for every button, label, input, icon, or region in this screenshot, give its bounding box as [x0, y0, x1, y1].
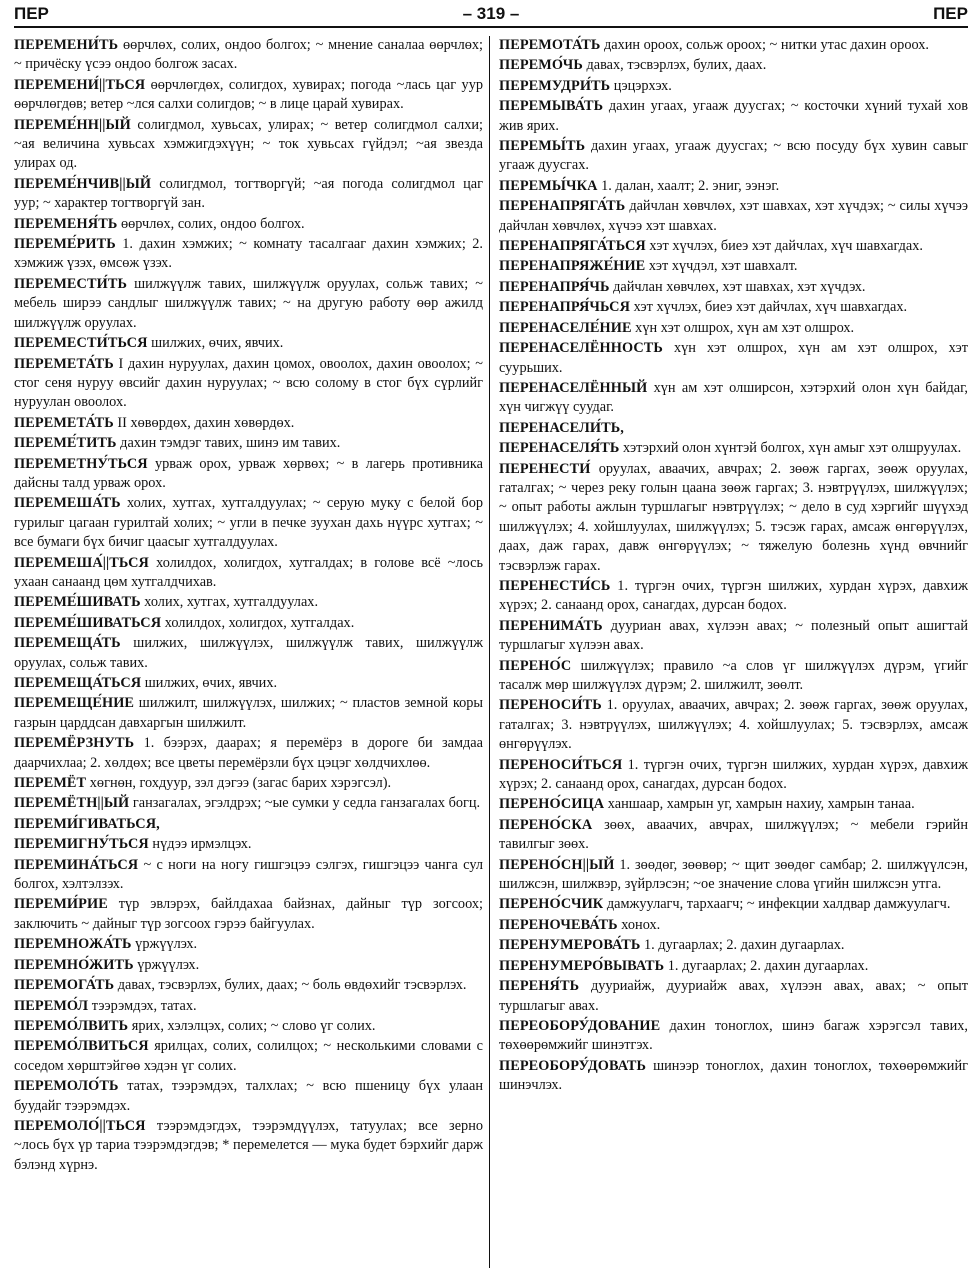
entry-definition: хонох. — [617, 916, 661, 933]
dictionary-entry — [14, 1077, 483, 1116]
dictionary-entry — [14, 494, 483, 552]
dictionary-entry — [14, 895, 483, 934]
entry-definition: 1. дугаарлах; 2. дахин дугаарлах. — [664, 957, 869, 974]
entry-headword: ПЕРЕМУДРИ́ТЬ — [498, 77, 611, 94]
dictionary-entry — [499, 278, 968, 297]
entry-headword: ПЕРЕМЕ́ШИВАТЬСЯ — [14, 614, 162, 631]
dictionary-entry — [499, 319, 968, 338]
entry-definition: дахин тэмдэг тавих, шинэ им тавих. — [116, 435, 341, 452]
entry-definition: түр эвлэрэх, байлдахаа байзнах, дайныг түр зогсоох; заключить ~ дайныг түр зогсоох гэрээ байгуулах. — [14, 896, 483, 932]
entry-definition: 1. түргэн очих, түргэн шилжих, хурдан хүрэх, давхиж хүрэх; 2. санаанд орох, санагдах, дурсан бодох. — [498, 577, 968, 614]
entry-headword: ПЕРЕМЫ́ЧКА — [498, 177, 598, 194]
left-column — [14, 28, 489, 1268]
dictionary-entry — [14, 414, 483, 433]
header-left-guide-word: ПЕР — [14, 4, 49, 23]
dictionary-entry — [499, 617, 968, 656]
entry-definition: ганзагалах, эгэлдрэх; ~ые сумки у седла ганзагалах богц. — [129, 795, 481, 812]
dictionary-entry — [499, 1017, 968, 1056]
dictionary-entry — [499, 577, 968, 616]
entry-definition: цэцэрхэх. — [610, 77, 672, 94]
entry-headword: ПЕРЕМЁТН||ЫЙ — [14, 795, 130, 812]
entry-definition: нүдээ ирмэлцэх. — [148, 836, 252, 853]
entry-definition: холих, хутгах, хутгалдуулах; ~ серую муку с белой бор гурилыг цагаан гурилтай холих; ~ угли в печке зуухан дахь нүүрс хутгах; ~ все бумаги бүх бичиг цаасыг хутгалдуулах. — [14, 495, 483, 551]
dictionary-entry — [14, 235, 483, 274]
dictionary-entry — [499, 56, 968, 75]
dictionary-entry — [14, 275, 483, 333]
entry-headword: ПЕРЕМЕ́ШИВАТЬ — [14, 594, 141, 611]
dictionary-entry — [14, 355, 483, 413]
entry-definition: солигдмол, тогтворгүй; ~ая погода солигдмол цаг уур; ~ характер тогтворгүй зан. — [14, 175, 483, 212]
entry-headword: ПЕРЕМИ́РИЕ — [14, 896, 108, 913]
entry-headword: ПЕРЕМЕ́НН||ЫЙ — [14, 116, 131, 133]
entry-headword: ПЕРЕНО́СКА — [498, 816, 593, 833]
entry-definition: холих, хутгах, хутгалдуулах. — [140, 594, 319, 611]
entry-definition: хүн ам хэт олширсон, хэтэрхий олон хүн байдаг, хүн чигжүү суудаг. — [498, 379, 968, 416]
entry-definition: шилжүүлэх; правило ~а слов үг шилжүүлэх дүрэм, үгийг тасалж мөр шилжүүлэх дүрэм; 2. шилжилт, зөөлт. — [498, 657, 968, 693]
entry-definition: шилжих, өчих, явчих. — [147, 335, 284, 352]
dictionary-entry — [499, 1057, 968, 1096]
dictionary-entry — [499, 419, 968, 438]
dictionary-entry — [14, 794, 483, 813]
entry-definition: хэт хүчлэх, биеэ хэт дайчлах, хүч шавхагдах. — [645, 238, 923, 255]
entry-headword: ПЕРЕНАПРЯЖЕ́НИЕ — [498, 258, 646, 275]
entry-definition: 1. далан, хаалт; 2. эниг, ээнэг. — [597, 177, 780, 194]
right-column — [490, 28, 968, 1268]
entry-headword: ПЕРЕМЕТА́ТЬ — [14, 414, 114, 431]
entry-headword: ПЕРЕНИМА́ТЬ — [498, 617, 603, 634]
entry-headword: ПЕРЕМЕ́НЧИВ||ЫЙ — [14, 175, 152, 192]
entry-headword: ПЕРЕМОЛО́||ТЬСЯ — [14, 1117, 146, 1134]
entry-definition: зөөх, аваачих, авчрах, шилжүүлэх; ~ мебели гэрийн тавилгыг зөөх. — [498, 816, 968, 853]
entry-headword: ПЕРЕНО́СИЦА — [498, 796, 605, 813]
dictionary-entry — [14, 36, 483, 75]
entry-definition: тээрэмдэх, татах. — [88, 997, 197, 1014]
dictionary-entry — [14, 835, 483, 854]
entry-headword: ПЕРЕМЕСТИ́ТЬСЯ — [14, 335, 148, 352]
entry-definition: холилдох, холигдох, хутгалдах; в голове всё ~лось ухаан санаанд цөм хутгалдчихав. — [14, 554, 483, 590]
dictionary-entry — [14, 815, 483, 834]
entry-headword: ПЕРЕМЕ́ТИТЬ — [14, 435, 117, 452]
entry-headword: ПЕРЕМО́ЛВИТЬ — [14, 1017, 129, 1034]
dictionary-entry — [14, 997, 483, 1016]
entry-headword: ПЕРЕМЁТ — [14, 775, 87, 792]
entry-definition: дахин тоноглох, шинэ багаж хэрэгсэл тавих, төхөөрөмжийг шинэтгэх. — [498, 1017, 968, 1054]
entry-headword: ПЕРЕНО́СЧИК — [498, 896, 604, 913]
entry-definition: I дахин нуруулах, дахин цомох, овоолох, дахин овоолох; ~ стог сеня нуруу өвсийг дахин нуруулах; ~ всю солому в стог бүх сүрлийг нуруулан овоолох. — [14, 355, 483, 411]
entry-definition: урваж орох, урваж хөрвөх; ~ в лагерь противника дайсны талд урваж орох. — [14, 455, 483, 491]
dictionary-entry — [499, 257, 968, 276]
entry-definition: 1. зөөдөг, зөөвөр; ~ щит зөөдөг самбар; 2. шилжүүлсэн, шилжсэн, шилжвэр, зүйрлэсэн; ~ое значение слова үгийн шилжсэн утга. — [498, 856, 968, 893]
entry-headword: ПЕРЕМНОЖА́ТЬ — [14, 936, 132, 953]
entry-definition: хөгнөн, гохдуур, зэл дэгээ (загас барих хэрэгсэл). — [86, 775, 392, 792]
entry-headword: ПЕРЕНОСИ́ТЬ — [498, 697, 602, 714]
dictionary-entry — [499, 177, 968, 196]
entry-definition: ~ с ноги на ногу гишгэцээ сэлгэх, гишгэцээ чанга сул болгох, хэлтэлзэх. — [14, 856, 483, 893]
dictionary-entry — [14, 674, 483, 693]
entry-headword: ПЕРЕМЕТА́ТЬ — [14, 355, 114, 372]
entry-definition: дахин угаах, угааж дуусгах; ~ косточки хүний тухай хов жив ярих. — [498, 98, 968, 134]
entry-headword: ПЕРЕМОТА́ТЬ — [498, 37, 601, 53]
entry-headword: ПЕРЕМЕЩА́ТЬ — [14, 635, 121, 652]
dictionary-entry — [499, 856, 968, 895]
dictionary-entry — [499, 696, 968, 754]
entry-definition: хүн хэт олшрох, хүн ам хэт олшрох, хэт суурьших. — [498, 340, 968, 376]
entry-headword: ПЕРЕНЕСТИ́ — [498, 460, 591, 477]
dictionary-entry — [14, 935, 483, 954]
entry-headword: ПЕРЕОБОРУ́ДОВАНИЕ — [498, 1017, 661, 1034]
dictionary-entry — [14, 976, 483, 995]
entry-headword: ПЕРЕМЕНЯ́ТЬ — [14, 215, 118, 232]
entry-definition: шилжих, шилжүүлэх, шилжүүлж тавих, шилжүүлж оруулах, сольж тавих. — [14, 635, 483, 671]
entry-headword: ПЕРЕНЯ́ТЬ — [498, 978, 580, 995]
dictionary-entry — [14, 215, 483, 234]
entry-headword: ПЕРЕМНО́ЖИТЬ — [14, 956, 134, 973]
dictionary-entry — [499, 657, 968, 696]
entry-headword: ПЕРЕНАСЕЛЁННОСТЬ — [498, 340, 663, 357]
entry-definition: хэт хүчлэх, биеэ хэт дайчлах, хүч шавхагдах. — [630, 299, 908, 316]
entry-definition: оруулах, аваачих, авчрах; 2. зөөж гаргах, зөөж оруулах, гаталгах; ~ через реку голын цаана зөөж гаргах; 3. нэвтрүүлэх, шилжүүлэх; ~ опыт работы ажлын туршлагыг нэвтрүүлэх; ~ дело в суд хэргийг шүүхэд шилжүүлэх; 4. хойшлуулах, шилжүүлэх; 5. тэсэж гарах, амсаж өнгөрүүлэх, даах, даж гарах, давж өнгөрүүлэх; ~ тяжелую болезнь хүнд өвчнийг тэсвэрлэж гарах. — [498, 460, 968, 574]
dictionary-entry — [499, 36, 968, 55]
entry-headword: ПЕРЕНО́С — [498, 657, 572, 674]
entry-headword: ПЕРЕНАПРЯ́ЧЬ — [498, 278, 610, 295]
dictionary-entry — [14, 734, 483, 773]
dictionary-entry — [14, 774, 483, 793]
entry-definition: өөрчлөх, солих, ондоо болгох; ~ мнение саналаа өөрчлөх; ~ причёску үсээ ондоо болгож засах. — [14, 37, 483, 73]
entry-definition: хэт хүчдэл, хэт шавхалт. — [645, 258, 798, 275]
dictionary-entry — [14, 76, 483, 115]
entry-headword: ПЕРЕНУМЕРОВА́ТЬ — [498, 937, 641, 954]
entry-headword: ПЕРЕМО́ЛВИТЬСЯ — [14, 1038, 149, 1055]
entry-headword: ПЕРЕНАПРЯГА́ТЬСЯ — [498, 238, 646, 255]
entry-definition: шинээр тоноглох, дахин тоноглох, төхөөрөмжийг шинэчлэх. — [498, 1057, 968, 1094]
entry-headword: ПЕРЕМЁРЗНУТЬ — [14, 735, 135, 752]
entry-definition: өөрчлөгдөх, солигдох, хувирах; погода ~лась цаг уур өөрчлөгдөв; ветер ~лся салхи солигдов; ~ в лице царай хувирах. — [14, 76, 483, 113]
entry-headword: ПЕРЕМИ́ГИВАТЬСЯ, — [14, 815, 160, 832]
entry-headword: ПЕРЕМЕНИ́ТЬ — [14, 37, 119, 53]
dictionary-entry — [14, 856, 483, 895]
dictionary-entry — [499, 936, 968, 955]
entry-headword: ПЕРЕНАПРЯГА́ТЬ — [498, 198, 626, 215]
dictionary-entry — [14, 1037, 483, 1076]
entry-definition: тээрэмдэгдэх, тээрэмдүүлэх, татуулах; все зерно ~лось бүх үр тариа тээрэмдэгдэв; * перемелется — мука будет бэрхийг дарж бэлэнд хүрнэ. — [14, 1117, 483, 1173]
entry-headword: ПЕРЕМЕЩЕ́НИЕ — [14, 695, 135, 712]
dictionary-entry — [499, 237, 968, 256]
entry-definition: өөрчлөх, солих, ондоо болгох. — [117, 215, 305, 232]
dictionary-entry — [14, 956, 483, 975]
entry-headword: ПЕРЕМИГНУ́ТЬСЯ — [14, 836, 149, 853]
entry-definition: ярих, хэлэлцэх, солих; ~ слово үг солих. — [128, 1017, 376, 1034]
dictionary-entry — [499, 460, 968, 576]
dictionary-entry — [499, 795, 968, 814]
dictionary-entry — [14, 434, 483, 453]
entry-headword: ПЕРЕНУМЕРО́ВЫВАТЬ — [498, 957, 665, 974]
entry-headword: ПЕРЕМЕТНУ́ТЬСЯ — [14, 455, 148, 472]
dictionary-entry — [14, 1117, 483, 1175]
entry-definition: 1. дугаарлах; 2. дахин дугаарлах. — [640, 937, 845, 954]
dictionary-entry — [499, 298, 968, 317]
entry-headword: ПЕРЕМЕША́ТЬ — [14, 495, 121, 512]
entry-headword: ПЕРЕНАПРЯ́ЧЬСЯ — [498, 299, 631, 316]
entry-definition: ханшаар, хамрын уг, хамрын нахиу, хамрын танаа. — [604, 796, 915, 813]
entry-headword: ПЕРЕМЕЩА́ТЬСЯ — [14, 675, 142, 691]
entry-definition: дайчлан хөвчлөх, хэт шавхах, хэт хүчдэх; ~ силы хүчээ дайчлан хөвчлөх, хүчээ хэт шавхах. — [498, 198, 968, 234]
entry-definition: дууриайж, дууриайж авах, хүлээн авах, авах; ~ опыт туршлагыг авах. — [498, 978, 968, 1014]
dictionary-entry — [499, 197, 968, 236]
entry-headword: ПЕРЕНАСЕЛЕ́НИЕ — [498, 319, 632, 336]
entry-headword: ПЕРЕМО́Л — [14, 997, 89, 1014]
entry-headword: ПЕРЕНОЧЕВА́ТЬ — [498, 916, 618, 933]
entry-definition: ярилцах, солих, солилцох; ~ несколькими словами с соседом хөрштэйгөө хэдэн үг солих. — [14, 1038, 483, 1074]
header-right-guide-word: ПЕР — [933, 4, 968, 23]
dictionary-entry — [14, 116, 483, 174]
entry-definition: 1. дахин хэмжих; ~ комнату тасалгааг дахин хэмжих; 2. хэмжиж үзэх, өмсөж үзэх. — [14, 236, 483, 272]
entry-definition: дахин угаах, угааж дуусгах; ~ всю посуду бүх хувин савыг угааж дуусгах. — [498, 138, 968, 174]
entry-definition: холилдох, холигдох, хутгалдах. — [161, 614, 355, 631]
entry-headword: ПЕРЕНОСИ́ТЬСЯ — [498, 756, 623, 773]
dictionary-entry — [499, 379, 968, 418]
dictionary-entry — [14, 614, 483, 633]
dictionary-entry — [499, 77, 968, 96]
entry-headword: ПЕРЕМИНА́ТЬСЯ — [14, 856, 139, 873]
page-header — [14, 2, 968, 28]
entry-definition: шилжүүлж тавих, шилжүүлж оруулах, сольж тавих; ~ мебель ширээ сандлыг шилжүүлж тавих; ~ на другую работу өөр ажилд шилжүүлж оруулах. — [14, 275, 483, 331]
dictionary-entry — [14, 334, 483, 353]
entry-definition: дууриан авах, хүлээн авах; ~ полезный опыт ашигтай туршлагыг хүлээн авах. — [498, 617, 968, 654]
entry-definition: 1. бээрэх, даарах; я перемёрз в дороге би замдаа даарчихлаа; 2. хөлдөх; все цветы перемёрзли бүх цэцэг хөлдчихлөө. — [14, 735, 483, 771]
dictionary-entry — [14, 694, 483, 733]
dictionary-entry — [14, 593, 483, 612]
columns — [14, 28, 968, 1268]
entry-definition: II хөвөрдөх, дахин хөвөрдөх. — [113, 414, 295, 431]
dictionary-entry — [14, 1017, 483, 1036]
entry-definition: татах, тээрэмдэх, талхлах; ~ всю пшеницу бүх улаан буудайг тээрэмдэх. — [14, 1078, 483, 1114]
entry-definition: давах, тэсвэрлэх, булих, даах; ~ боль өвдөхийг тэсвэрлэх. — [114, 977, 467, 994]
dictionary-entry — [499, 756, 968, 795]
entry-headword: ПЕРЕМЕСТИ́ТЬ — [14, 275, 128, 292]
entry-definition: 1. оруулах, аваачих, авчрах; 2. зөөж гаргах, зөөж оруулах, гаталгах; 3. нэвтрүүлэх, шилжүүлэх; 4. хойшлуулах; 5. тэсвэрлэх, амсаж өнгөрүүлэх. — [498, 697, 968, 753]
dictionary-entry — [14, 455, 483, 494]
dictionary-entry — [499, 97, 968, 136]
entry-definition: солигдмол, хувьсах, улирах; ~ ветер солигдмол салхи; ~ая величина хувьсах хэмжигдэхүүн; ~ ток хувьсах гүйдэл; ~ая звезда улирах од. — [14, 116, 483, 172]
dictionary-entry — [14, 175, 483, 214]
entry-headword: ПЕРЕНЕСТИ́СЬ — [498, 577, 611, 594]
entry-headword: ПЕРЕМОЛО́ТЬ — [14, 1078, 119, 1095]
entry-headword: ПЕРЕНАСЕЛЯ́ТЬ — [498, 440, 620, 457]
dictionary-entry — [499, 816, 968, 855]
dictionary-entry — [499, 895, 968, 914]
dictionary-entry — [499, 957, 968, 976]
entry-headword: ПЕРЕМЫ́ТЬ — [498, 138, 586, 155]
dictionary-entry — [499, 439, 968, 458]
entry-headword: ПЕРЕНАСЕЛЁННЫЙ — [498, 379, 648, 396]
entry-headword: ПЕРЕОБОРУ́ДОВАТЬ — [498, 1057, 647, 1074]
entry-headword: ПЕРЕМЕНИ́||ТЬСЯ — [14, 76, 146, 93]
entry-headword: ПЕРЕНО́СН||ЫЙ — [498, 856, 615, 873]
entry-definition: 1. түргэн очих, түргэн шилжих, хурдан хүрэх, давхиж хүрэх; 2. санаанд орох, санагдах, дурсан бодох. — [498, 756, 968, 793]
dictionary-entry — [499, 916, 968, 935]
dictionary-entry — [499, 137, 968, 176]
dictionary-entry — [14, 554, 483, 593]
entry-definition: үржүүлэх. — [133, 956, 200, 973]
entry-definition: үржүүлэх. — [131, 936, 198, 953]
entry-headword: ПЕРЕМЕ́РИТЬ — [14, 236, 116, 253]
page-number: – 319 – — [462, 4, 520, 23]
dictionary-entry — [14, 634, 483, 673]
entry-definition: давах, тэсвэрлэх, булих, даах. — [582, 57, 767, 74]
entry-definition: шилжилт, шилжүүлэх, шилжих; ~ пластов земной коры газрын царддсан давхаргын шилжилт. — [14, 695, 483, 731]
dictionary-entry — [499, 977, 968, 1016]
entry-headword: ПЕРЕМЫВА́ТЬ — [498, 98, 604, 115]
entry-definition: дамжуулагч, тархаагч; ~ инфекции халдвар дамжуулагч. — [603, 896, 951, 913]
entry-definition: дахин ороох, сольж ороох; ~ нитки утас дахин ороох. — [600, 37, 929, 53]
entry-headword: ПЕРЕМЕША́||ТЬСЯ — [14, 554, 149, 571]
entry-definition: хүн хэт олшрох, хүн ам хэт олшрох. — [631, 319, 855, 336]
entry-headword: ПЕРЕМОГА́ТЬ — [14, 977, 115, 994]
entry-definition: хэтэрхий олон хүнтэй болгох, хүн амыг хэт олшруулах. — [619, 440, 962, 457]
dictionary-entry — [499, 339, 968, 378]
entry-headword: ПЕРЕМО́ЧЬ — [498, 57, 583, 74]
entry-definition: дайчлан хөвчлөх, хэт шавхах, хэт хүчдэх. — [609, 278, 866, 295]
entry-headword: ПЕРЕНАСЕЛИ́ТЬ, — [498, 419, 624, 436]
entry-definition: шилжих, өчих, явчих. — [141, 675, 278, 691]
